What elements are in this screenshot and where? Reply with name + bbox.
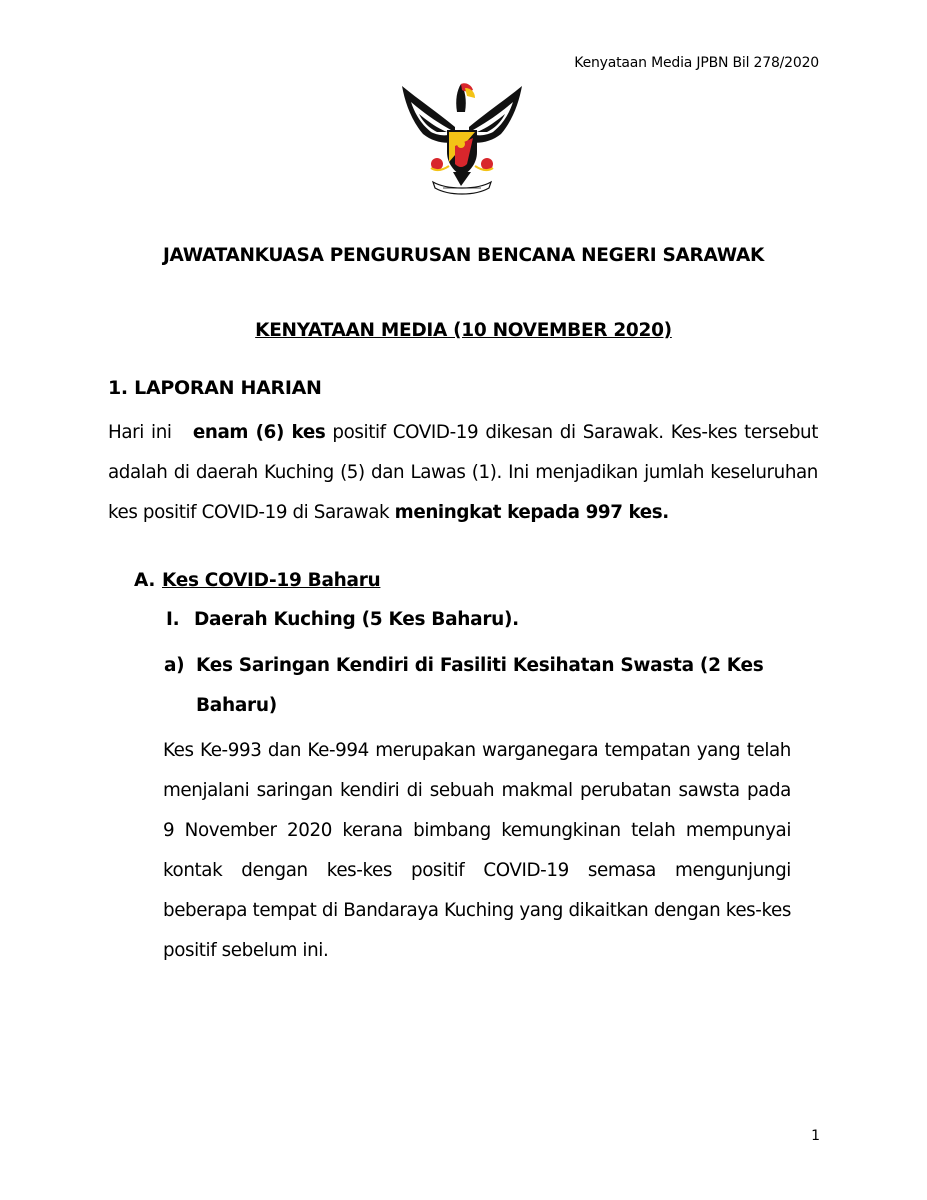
case-group-heading xyxy=(164,646,804,726)
daily-report-paragraph xyxy=(108,413,818,533)
district-title: Daerah Kuching (5 Kes Baharu). xyxy=(194,609,519,630)
shield xyxy=(447,130,477,176)
total-cases: meningkat kepada 997 kes. xyxy=(394,502,669,523)
organisation-title: JAWATANKUASA PENGURUSAN BENCANA NEGERI SARAWAK xyxy=(162,245,765,266)
tail xyxy=(453,172,471,186)
hornbill-head xyxy=(456,83,475,112)
district-heading xyxy=(166,609,519,630)
page-number: 1 xyxy=(811,1128,820,1144)
case-detail-paragraph: Kes Ke-993 dan Ke-994 merupakan warganegara tempatan yang telah menjalani saringan kendiri di sebuah makmal perubatan sawsta pada 9 November 2020 kerana bimbang kemungkinan telah mempunyai kontak dengan kes-kes positif COVID-19 semasa mengunjungi beberapa tempat di Bandaraya Kuching yang dikaitkan dengan kes-kes positif sebelum ini. xyxy=(163,740,791,961)
media-statement-title: KENYATAAN MEDIA (10 NOVEMBER 2020) xyxy=(255,320,672,341)
subsection-title: Kes COVID-19 Baharu xyxy=(162,570,381,591)
subsection-letter: A. xyxy=(134,570,156,591)
sarawak-coat-of-arms-icon xyxy=(397,72,527,202)
case-count: enam (6) kes xyxy=(192,422,326,443)
report-text: positif COVID-19 dikesan di Sarawak. Kes-kes tersebut adalah di daerah Kuching (5) dan Lawas (1). Ini menjadikan jumlah keseluruhan kes positif COVID-19 di Sarawak xyxy=(108,422,819,523)
document-reference: Kenyataan Media JPBN Bil 278/2020 xyxy=(574,55,819,71)
subsection-heading xyxy=(134,570,380,591)
case-group-label: a) xyxy=(164,655,185,676)
section-heading: 1. LAPORAN HARIAN xyxy=(108,377,322,399)
case-group-title: Kes Saringan Kendiri di Fasiliti Kesihatan Swasta (2 Kes Baharu) xyxy=(196,655,764,716)
intro-text: Hari ini xyxy=(108,422,172,443)
district-number: I. xyxy=(166,609,180,630)
